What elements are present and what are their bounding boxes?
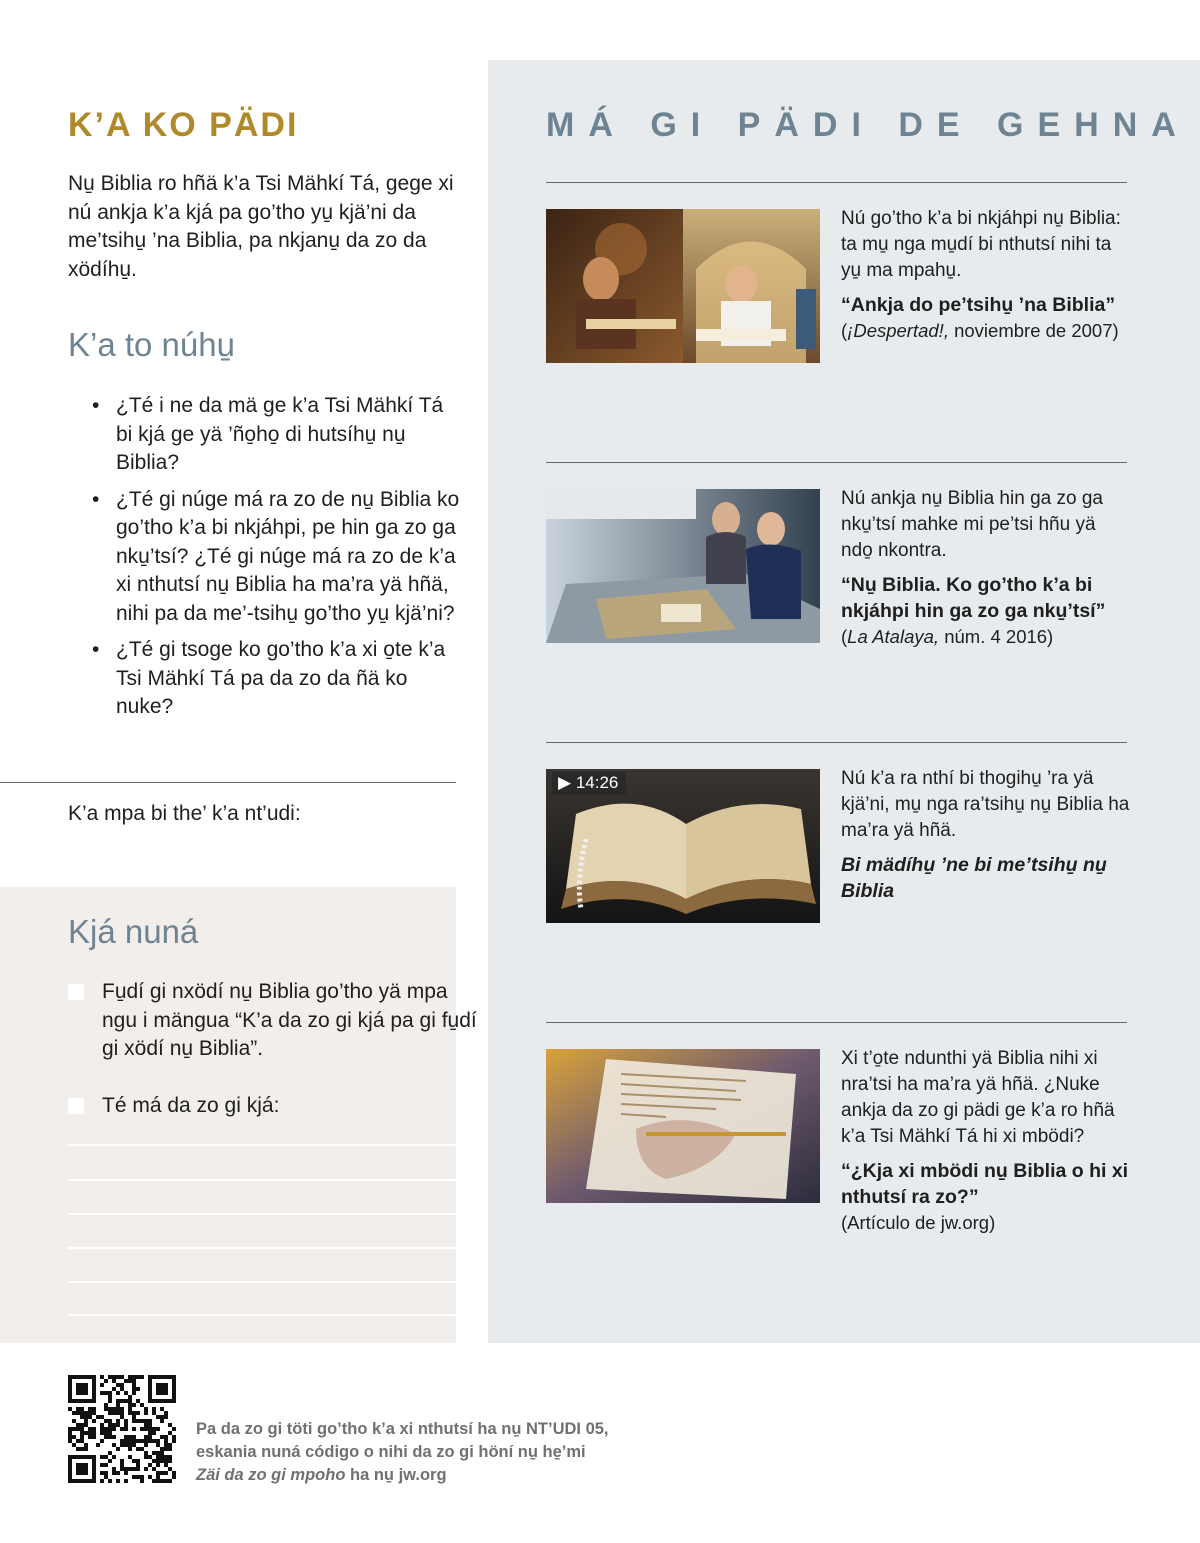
video-thumbnail[interactable]	[546, 769, 820, 923]
article-card	[841, 486, 1131, 650]
video-link[interactable]: Bi mädíhu̱ ’ne bi me’tsihu̱ nu̱ Biblia	[841, 854, 1107, 902]
writing-line[interactable]	[68, 1213, 456, 1215]
article-source: (¡Despertad!, noviembre de 2007)	[841, 320, 1119, 341]
goal-text: Fu̱dí gi nxödí nu̱ Biblia go’tho yä mpa ngu i mängua “K’a da zo gi kjá pa gi fu̱dí gi xödí nu̱ Biblia”.	[102, 980, 477, 1060]
section-heading-explore: MÁ GI PÄDI DE GEHNA	[546, 106, 1190, 144]
writing-line[interactable]	[68, 1179, 456, 1181]
video-summary: Nú k’a ra nthí bi thogihu̱ ’ra yä kjä’ni, mu̱ nga ra’tsihu̱ nu̱ Biblia ha ma’ra yä hñä.	[841, 768, 1130, 841]
goal-text: Té má da zo gi kjá:	[102, 1094, 280, 1117]
review-question: • ¿Té i ne da mä ge k’a Tsi Mähkí Tá bi kjá ge yä ’ño̱ho̱ di hutsíhu̱ nu̱ Biblia?	[92, 394, 444, 474]
section-heading-learn: K’A KO PÄDI	[68, 106, 299, 144]
goal-item	[68, 978, 482, 1064]
review-question: • ¿Té gi núge má ra zo de nu̱ Biblia ko go’tho k’a bi nkjáhpi, pe hin ga zo ga nku̱’tsí? ¿Té gi núge má ra zo de k’a xi nthutsí nu̱ Biblia ha ma’ra yä hñä, nihi pa da me’-tsihu̱ go’tho yu̱ kjä’ni?	[92, 487, 460, 625]
writing-line[interactable]	[68, 1281, 456, 1283]
writing-line[interactable]	[68, 1144, 456, 1146]
review-question: • ¿Té gi tsoge ko go’tho k’a xi o̱te k’a Tsi Mähkí Tá pa da zo da ñä ko nuke?	[92, 638, 446, 718]
article-source: (La Atalaya, núm. 4 2016)	[841, 626, 1054, 647]
article-card	[841, 1046, 1131, 1236]
article-source: (Artículo de jw.org)	[841, 1212, 996, 1233]
bullet-icon: •	[92, 394, 100, 417]
checkbox[interactable]	[68, 984, 84, 1000]
bullet-icon: •	[92, 487, 100, 511]
qr-code-graphic	[68, 1375, 176, 1483]
article-thumbnail[interactable]	[546, 1049, 820, 1203]
play-icon: ▶	[558, 773, 572, 792]
article-summary: Xi t’o̱te ndunthi yä Biblia nihi xi nra’tsi ha ma’ra yä hñä. ¿Nuke ankja da zo gi pädi ge k’a ro hñä k’a Tsi Mähkí Tá hi xi mbödi?	[841, 1048, 1115, 1147]
bullet-icon: •	[92, 638, 100, 661]
divider	[546, 1022, 1127, 1023]
article-thumbnail[interactable]	[546, 489, 820, 643]
article-summary: Nú go’tho k’a bi nkjáhpi nu̱ Biblia: ta mu̱ nga mu̱dí bi nthutsí nihi ta yu̱ ma mpahu̱.	[841, 208, 1121, 281]
goal-item	[68, 1092, 482, 1121]
article-link[interactable]: “¿Kja xi mbödi nu̱ Biblia o hi xi nthutsí ra zo?”	[841, 1160, 1129, 1208]
article-thumbnail[interactable]	[546, 209, 820, 363]
footer-instructions: Pa da zo gi töti go’tho k’a xi nthutsí ha nu̱ NT’UDI 05, eskania nuná código o nihi da zo gi höní nu̱ he̱’mi Zäi da zo gi mpoho ha nu̱ jw.org	[196, 1420, 609, 1484]
video-card	[841, 766, 1131, 904]
article-summary: Nú ankja nu̱ Biblia hin ga zo ga nku̱’tsí mahke mi pe’tsi hñu yä ndo̱ nkontra.	[841, 488, 1103, 561]
article-card	[841, 206, 1131, 344]
review-heading: K’a to núhu̱	[68, 326, 235, 363]
article-link[interactable]: “Ankja do pe’tsihu̱ ’na Biblia”	[841, 294, 1116, 316]
completion-date-label: K’a mpa bi the’ k’a nt’udi:	[68, 802, 301, 825]
divider	[546, 742, 1127, 743]
goals-heading: Kjá nuná	[68, 913, 199, 950]
divider	[0, 782, 456, 783]
museum-photo	[546, 489, 820, 643]
divider	[546, 182, 1127, 183]
checkbox[interactable]	[68, 1098, 84, 1114]
scribe-illustration	[546, 209, 820, 363]
writing-line[interactable]	[68, 1247, 456, 1249]
divider	[546, 462, 1127, 463]
article-link[interactable]: “Nu̱ Biblia. Ko go’tho k’a bi nkjáhpi hin ga zo ga nku̱’tsí”	[841, 574, 1106, 622]
intro-paragraph: Nu̱ Biblia ro hñä k’a Tsi Mähkí Tá, gege xi nú ankja k’a kjá pa go’tho yu̱ kjä’ni da me’tsihu̱ ’na Biblia, pa nkjanu̱ da zo da xödíhu̱.	[68, 172, 454, 281]
qr-code[interactable]	[68, 1375, 176, 1483]
writing-hand-photo	[546, 1049, 820, 1203]
review-questions	[92, 392, 462, 730]
writing-line[interactable]	[68, 1314, 456, 1316]
video-duration-badge: ▶ 14:26	[552, 772, 626, 795]
